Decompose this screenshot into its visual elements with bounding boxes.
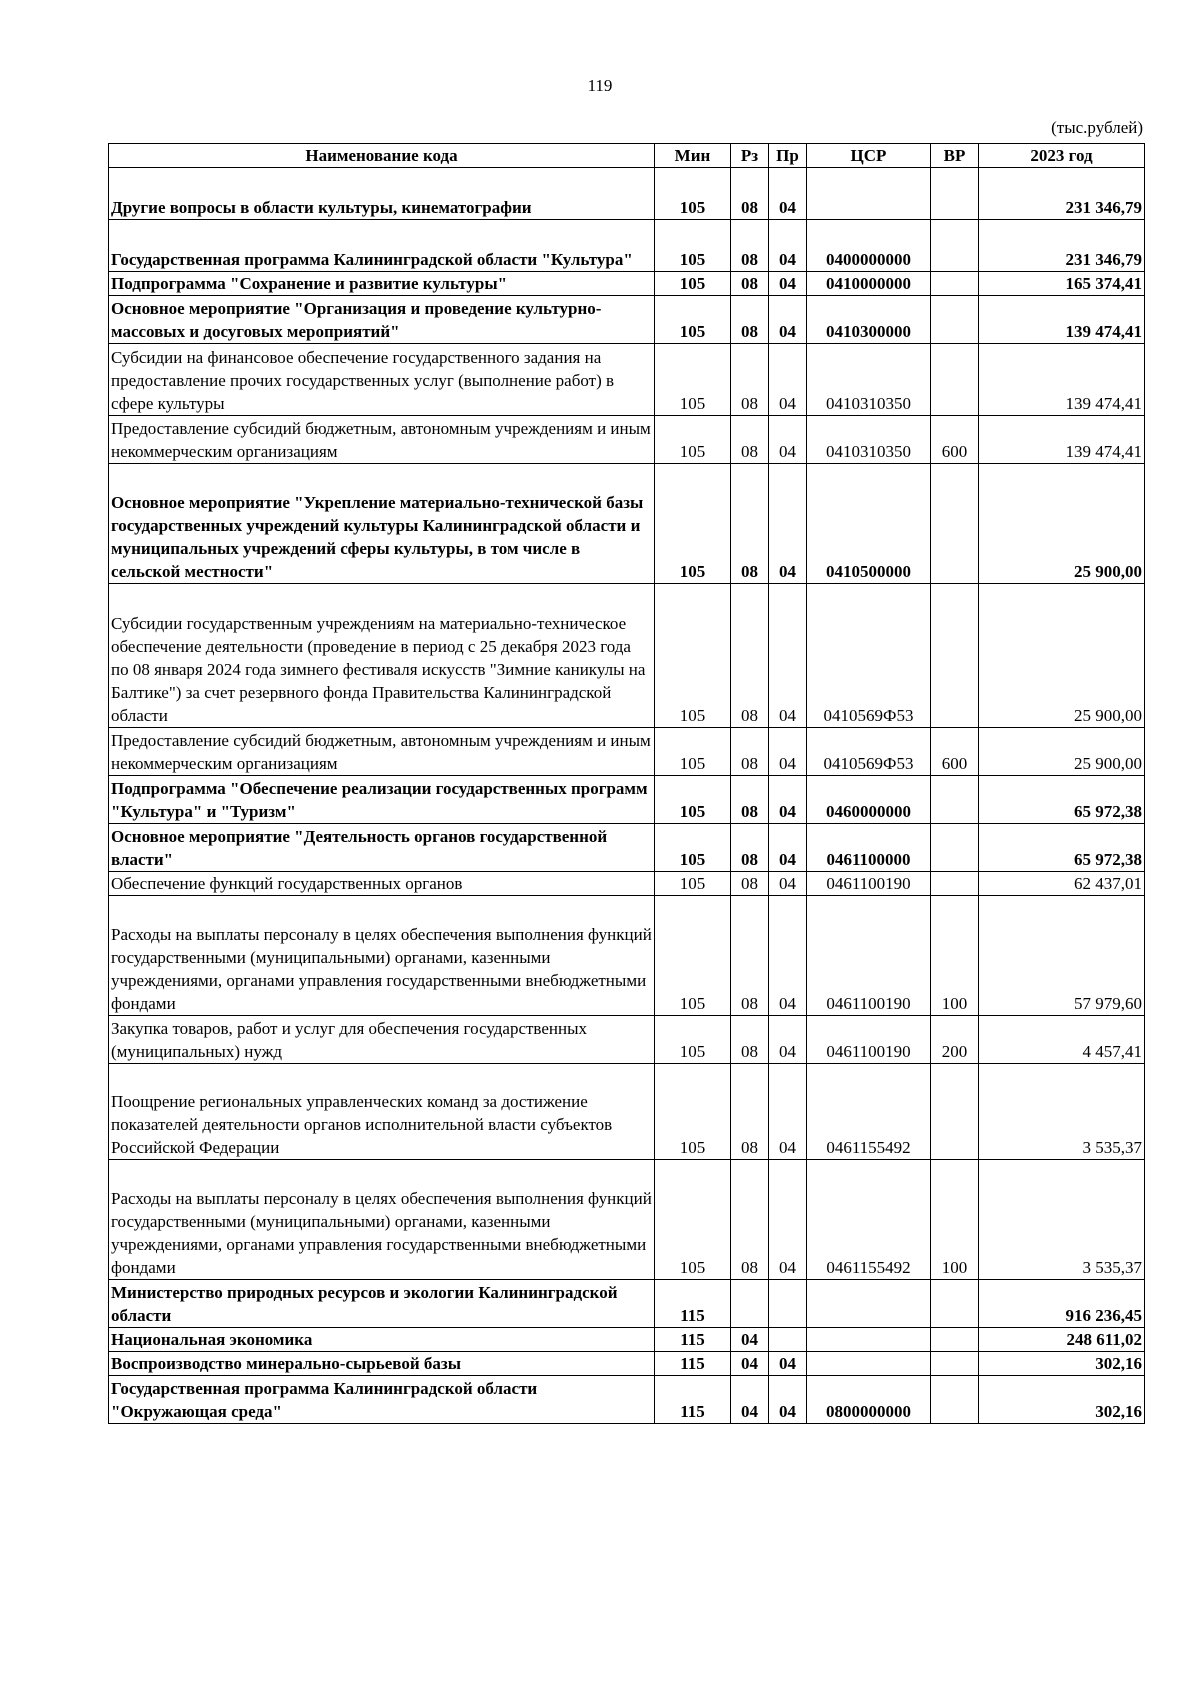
header-csr: ЦСР	[807, 144, 931, 168]
cell-csr	[807, 1352, 931, 1376]
header-vr: ВР	[931, 144, 979, 168]
cell-vr	[931, 872, 979, 896]
cell-name: Предоставление субсидий бюджетным, автономным учреждениям и иным некоммерческим организациям	[109, 416, 655, 464]
table-row	[109, 824, 1145, 872]
cell-csr	[807, 1280, 931, 1328]
cell-sum: 139 474,41	[979, 296, 1145, 344]
cell-sum: 302,16	[979, 1352, 1145, 1376]
cell-min: 105	[655, 344, 731, 416]
cell-vr	[931, 776, 979, 824]
table-row	[109, 1352, 1145, 1376]
cell-vr: 600	[931, 416, 979, 464]
cell-vr	[931, 824, 979, 872]
cell-name: Основное мероприятие "Организация и проведение культурно-массовых и досуговых мероприятий"	[109, 296, 655, 344]
cell-name: Государственная программа Калининградской области "Окружающая среда"	[109, 1376, 655, 1424]
cell-csr: 0800000000	[807, 1376, 931, 1424]
table-row	[109, 272, 1145, 296]
cell-rz: 08	[731, 416, 769, 464]
cell-min: 105	[655, 168, 731, 220]
cell-name: Подпрограмма "Обеспечение реализации государственных программ "Культура" и "Туризм"	[109, 776, 655, 824]
table-row	[109, 416, 1145, 464]
cell-sum: 25 900,00	[979, 728, 1145, 776]
cell-csr: 0461100190	[807, 872, 931, 896]
cell-csr: 0410300000	[807, 296, 931, 344]
table-row	[109, 1328, 1145, 1352]
cell-vr	[931, 272, 979, 296]
cell-name: Расходы на выплаты персоналу в целях обеспечения выполнения функций государственными (муниципальными) органами, казенными учреждениями, органами управления государственными внебюджетными фондами	[109, 896, 655, 1016]
cell-sum: 65 972,38	[979, 824, 1145, 872]
cell-min: 115	[655, 1280, 731, 1328]
cell-pr: 04	[769, 220, 807, 272]
cell-pr: 04	[769, 344, 807, 416]
cell-csr: 0410569Ф53	[807, 728, 931, 776]
cell-sum: 139 474,41	[979, 344, 1145, 416]
cell-pr	[769, 1328, 807, 1352]
cell-sum: 65 972,38	[979, 776, 1145, 824]
cell-rz: 08	[731, 1064, 769, 1160]
cell-name: Основное мероприятие "Деятельность органов государственной власти"	[109, 824, 655, 872]
cell-sum: 25 900,00	[979, 584, 1145, 728]
cell-rz: 04	[731, 1328, 769, 1352]
table-row	[109, 728, 1145, 776]
cell-sum: 57 979,60	[979, 896, 1145, 1016]
header-pr: Пр	[769, 144, 807, 168]
cell-vr: 200	[931, 1016, 979, 1064]
cell-pr: 04	[769, 872, 807, 896]
cell-sum: 25 900,00	[979, 464, 1145, 584]
cell-csr: 0410569Ф53	[807, 584, 931, 728]
cell-pr: 04	[769, 464, 807, 584]
cell-rz: 08	[731, 776, 769, 824]
cell-csr	[807, 1328, 931, 1352]
table-row	[109, 1064, 1145, 1160]
cell-min: 105	[655, 272, 731, 296]
cell-rz: 08	[731, 1016, 769, 1064]
budget-table	[108, 143, 1145, 1424]
cell-pr: 04	[769, 728, 807, 776]
cell-rz: 08	[731, 272, 769, 296]
table-row	[109, 776, 1145, 824]
cell-vr	[931, 1328, 979, 1352]
cell-csr: 0461100000	[807, 824, 931, 872]
cell-name: Субсидии на финансовое обеспечение государственного задания на предоставление прочих государственных услуг (выполнение работ) в сфере культуры	[109, 344, 655, 416]
table-row	[109, 1280, 1145, 1328]
cell-vr	[931, 584, 979, 728]
units-label: (тыс.рублей)	[1051, 118, 1143, 137]
cell-vr: 100	[931, 1160, 979, 1280]
cell-rz: 08	[731, 220, 769, 272]
cell-pr: 04	[769, 584, 807, 728]
cell-vr	[931, 220, 979, 272]
header-year: 2023 год	[979, 144, 1145, 168]
cell-min: 105	[655, 824, 731, 872]
cell-min: 115	[655, 1352, 731, 1376]
cell-rz: 08	[731, 464, 769, 584]
cell-pr: 04	[769, 824, 807, 872]
cell-min: 105	[655, 872, 731, 896]
cell-min: 105	[655, 1016, 731, 1064]
cell-pr: 04	[769, 896, 807, 1016]
cell-sum: 165 374,41	[979, 272, 1145, 296]
cell-pr: 04	[769, 1016, 807, 1064]
cell-sum: 231 346,79	[979, 220, 1145, 272]
cell-name: Подпрограмма "Сохранение и развитие культуры"	[109, 272, 655, 296]
cell-rz: 08	[731, 824, 769, 872]
cell-name: Субсидии государственным учреждениям на материально-техническое обеспечение деятельности (проведение в период с 25 декабря 2023 года по 08 января 2024 года зимнего фестиваля искусств "Зимние каникулы на Балтике") за счет резервного фонда Правительства Калининградской области	[109, 584, 655, 728]
cell-pr: 04	[769, 272, 807, 296]
cell-vr	[931, 168, 979, 220]
cell-sum: 62 437,01	[979, 872, 1145, 896]
cell-min: 105	[655, 416, 731, 464]
cell-min: 105	[655, 464, 731, 584]
cell-sum: 302,16	[979, 1376, 1145, 1424]
cell-min: 105	[655, 220, 731, 272]
cell-rz: 08	[731, 296, 769, 344]
header-name: Наименование кода	[109, 144, 655, 168]
cell-vr	[931, 1280, 979, 1328]
cell-csr: 0400000000	[807, 220, 931, 272]
cell-csr: 0461155492	[807, 1160, 931, 1280]
cell-sum: 4 457,41	[979, 1016, 1145, 1064]
header-rz: Рз	[731, 144, 769, 168]
cell-min: 105	[655, 896, 731, 1016]
table-row	[109, 296, 1145, 344]
cell-min: 105	[655, 1064, 731, 1160]
cell-pr: 04	[769, 1376, 807, 1424]
cell-csr	[807, 168, 931, 220]
cell-sum: 3 535,37	[979, 1064, 1145, 1160]
table-row	[109, 168, 1145, 220]
cell-csr: 0461155492	[807, 1064, 931, 1160]
cell-csr: 0410310350	[807, 416, 931, 464]
cell-rz: 04	[731, 1376, 769, 1424]
table-row	[109, 220, 1145, 272]
cell-csr: 0410000000	[807, 272, 931, 296]
table-row	[109, 584, 1145, 728]
cell-pr: 04	[769, 296, 807, 344]
cell-name: Государственная программа Калининградской области "Культура"	[109, 220, 655, 272]
header-min: Мин	[655, 144, 731, 168]
cell-rz: 08	[731, 1160, 769, 1280]
cell-rz	[731, 1280, 769, 1328]
cell-csr: 0410310350	[807, 344, 931, 416]
cell-min: 105	[655, 776, 731, 824]
cell-rz: 08	[731, 872, 769, 896]
cell-vr	[931, 464, 979, 584]
cell-sum: 231 346,79	[979, 168, 1145, 220]
cell-min: 115	[655, 1328, 731, 1352]
cell-csr: 0460000000	[807, 776, 931, 824]
cell-rz: 08	[731, 584, 769, 728]
cell-name: Национальная экономика	[109, 1328, 655, 1352]
cell-min: 105	[655, 728, 731, 776]
cell-rz: 04	[731, 1352, 769, 1376]
cell-sum: 139 474,41	[979, 416, 1145, 464]
cell-pr: 04	[769, 1064, 807, 1160]
cell-csr: 0461100190	[807, 1016, 931, 1064]
cell-pr: 04	[769, 1352, 807, 1376]
cell-name: Министерство природных ресурсов и экологии Калининградской области	[109, 1280, 655, 1328]
table-header-row	[109, 144, 1145, 168]
cell-name: Воспроизводство минерально-сырьевой базы	[109, 1352, 655, 1376]
cell-rz: 08	[731, 344, 769, 416]
cell-name: Закупка товаров, работ и услуг для обеспечения государственных (муниципальных) нужд	[109, 1016, 655, 1064]
cell-name: Расходы на выплаты персоналу в целях обеспечения выполнения функций государственными (муниципальными) органами, казенными учреждениями, органами управления государственными внебюджетными фондами	[109, 1160, 655, 1280]
cell-vr: 600	[931, 728, 979, 776]
cell-vr	[931, 296, 979, 344]
cell-rz: 08	[731, 168, 769, 220]
table-row	[109, 344, 1145, 416]
table-row	[109, 464, 1145, 584]
table-row	[109, 1160, 1145, 1280]
cell-min: 105	[655, 296, 731, 344]
cell-vr: 100	[931, 896, 979, 1016]
cell-pr: 04	[769, 168, 807, 220]
cell-sum: 248 611,02	[979, 1328, 1145, 1352]
cell-sum: 916 236,45	[979, 1280, 1145, 1328]
cell-vr	[931, 344, 979, 416]
cell-name: Обеспечение функций государственных органов	[109, 872, 655, 896]
table-row	[109, 1016, 1145, 1064]
cell-min: 115	[655, 1376, 731, 1424]
cell-rz: 08	[731, 896, 769, 1016]
cell-rz: 08	[731, 728, 769, 776]
cell-csr: 0461100190	[807, 896, 931, 1016]
cell-pr: 04	[769, 1160, 807, 1280]
cell-vr	[931, 1352, 979, 1376]
cell-pr	[769, 1280, 807, 1328]
cell-min: 105	[655, 584, 731, 728]
cell-sum: 3 535,37	[979, 1160, 1145, 1280]
cell-vr	[931, 1064, 979, 1160]
table-row	[109, 872, 1145, 896]
cell-name: Поощрение региональных управленческих команд за достижение показателей деятельности органов исполнительной власти субъектов Российской Федерации	[109, 1064, 655, 1160]
cell-vr	[931, 1376, 979, 1424]
cell-csr: 0410500000	[807, 464, 931, 584]
cell-pr: 04	[769, 776, 807, 824]
table-row	[109, 1376, 1145, 1424]
cell-pr: 04	[769, 416, 807, 464]
cell-name: Другие вопросы в области культуры, кинематографии	[109, 168, 655, 220]
cell-min: 105	[655, 1160, 731, 1280]
cell-name: Основное мероприятие "Укрепление материально-технической базы государственных учреждений культуры Калининградской области и муниципальных учреждений сферы культуры, в том числе в сельской местности"	[109, 464, 655, 584]
table-row	[109, 896, 1145, 1016]
page-number: 119	[587, 76, 613, 95]
cell-name: Предоставление субсидий бюджетным, автономным учреждениям и иным некоммерческим организациям	[109, 728, 655, 776]
